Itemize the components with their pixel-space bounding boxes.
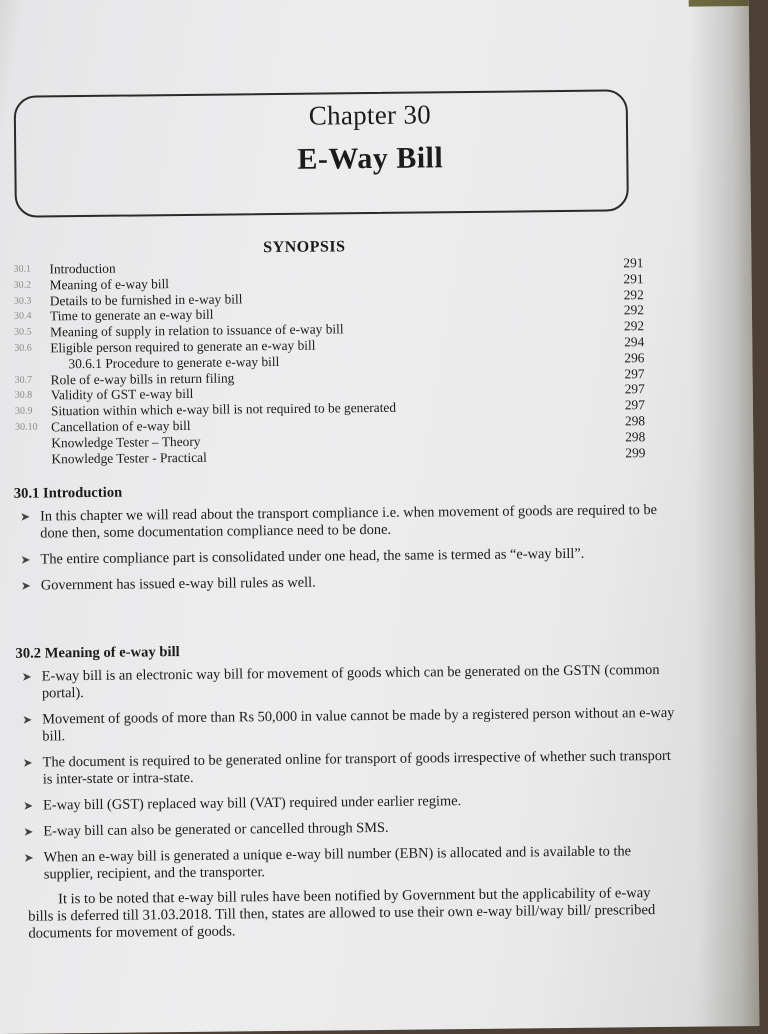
bullet-item: ➤ Movement of goods of more than Rs 50,000 in value cannot be made by a registered person without an e-way bill.	[16, 705, 676, 746]
synopsis-item-title: Cancellation of e-way bill	[51, 418, 191, 435]
synopsis-item-title: Meaning of supply in relation to issuance of e-way bill	[50, 321, 344, 340]
bullet-item: ➤ In this chapter we will read about the transport compliance i.e. when movement of goods are required to be done then, some documentation compliance need to be done.	[14, 502, 674, 543]
arrow-bullet-icon: ➤	[22, 712, 32, 729]
arrow-bullet-icon: ➤	[22, 669, 32, 686]
synopsis-item-page: 297	[617, 382, 645, 398]
arrow-bullet-icon: ➤	[24, 850, 34, 867]
synopsis-item-title: 30.6.1 Procedure to generate e-way bill	[68, 354, 279, 372]
arrow-bullet-icon: ➤	[23, 755, 33, 772]
synopsis-item-number: 30.8	[15, 388, 51, 404]
synopsis-heading: SYNOPSIS	[263, 238, 345, 257]
synopsis-item-page: 296	[616, 350, 644, 366]
synopsis-item-page: 299	[617, 445, 645, 461]
synopsis-item-number: 30.10	[15, 419, 51, 435]
synopsis-item-page: 292	[616, 303, 644, 319]
arrow-bullet-icon: ➤	[23, 824, 33, 841]
synopsis-item-page: 297	[617, 366, 645, 382]
synopsis-item-title: Role of e-way bills in return filing	[51, 370, 235, 388]
synopsis-item-page: 297	[617, 397, 645, 413]
section-title: 30.2 Meaning of e-way bill	[15, 639, 675, 663]
synopsis-item-page: 298	[617, 429, 645, 445]
bullet-item: ➤ The document is required to be generated online for transport of goods irrespective of whether such transport is inter-state or intra-state.	[17, 748, 677, 789]
synopsis-item-number: 30.1	[13, 261, 49, 277]
section-meaning	[15, 639, 678, 893]
page-corner	[689, 0, 749, 7]
synopsis-item-title: Situation within which e-way bill is not required to be generated	[51, 400, 396, 419]
synopsis-item-page: 292	[616, 318, 644, 334]
synopsis-list	[13, 255, 655, 467]
synopsis-item-title: Meaning of e-way bill	[50, 276, 170, 293]
synopsis-item-number: 30.9	[15, 404, 51, 420]
section-introduction	[14, 479, 675, 604]
bullet-item: ➤ E-way bill can also be generated or cancelled through SMS.	[17, 817, 677, 841]
synopsis-item-title: Details to be furnished in e-way bill	[50, 291, 243, 309]
synopsis-item-number: 30.3	[14, 293, 50, 309]
section-title: 30.1 Introduction	[14, 479, 674, 503]
synopsis-item-title: Validity of GST e-way bill	[51, 386, 194, 403]
synopsis-item-page: 291	[616, 271, 644, 287]
synopsis-item-title: Knowledge Tester – Theory	[51, 434, 200, 451]
synopsis-item-number: 30.6	[14, 340, 50, 356]
synopsis-item-page: 292	[616, 287, 644, 303]
synopsis-item-title: Introduction	[49, 261, 115, 277]
synopsis-item-page: 294	[616, 334, 644, 350]
arrow-bullet-icon: ➤	[23, 798, 33, 815]
chapter-number: Chapter 30	[0, 96, 750, 135]
synopsis-item-title: Time to generate an e-way bill	[50, 307, 214, 325]
synopsis-item-number: 30.4	[14, 309, 50, 325]
synopsis-item-page: 291	[615, 255, 643, 271]
arrow-bullet-icon: ➤	[20, 552, 30, 569]
chapter-title: E-Way Bill	[0, 138, 750, 180]
synopsis-item-number: 30.2	[14, 277, 50, 293]
bullet-item: ➤ E-way bill (GST) replaced way bill (VAT) required under earlier regime.	[17, 791, 677, 815]
synopsis-item-number: 30.7	[15, 372, 51, 388]
bullet-item: ➤ Government has issued e-way bill rules as well.	[15, 571, 675, 595]
synopsis-item-title: Knowledge Tester - Practical	[51, 449, 207, 466]
bullet-item: ➤ The entire compliance part is consolidated under one head, the same is termed as “e-way bill”.	[14, 545, 674, 569]
bullet-item: ➤ E-way bill is an electronic way bill for movement of goods which can be generated on the GSTN (common portal).	[16, 662, 676, 703]
synopsis-item-title: Eligible person required to generate an e-way bill	[50, 338, 315, 357]
bullet-item: ➤ When an e-way bill is generated a unique e-way bill number (EBN) is allocated and is available to the supplier, recipient, and the transporter.	[18, 843, 678, 884]
synopsis-item-page: 298	[617, 413, 645, 429]
arrow-bullet-icon: ➤	[21, 578, 31, 595]
note-paragraph: It is to be noted that e-way bill rules have been notified by Government but the applicability of e-way bills is deferred till 31.03.2018. Till then, states are allowed to use their own e-way bill/way bill/ prescribed documents for movement of goods.	[28, 885, 678, 943]
arrow-bullet-icon: ➤	[20, 509, 30, 526]
synopsis-item-number: 30.5	[14, 325, 50, 341]
